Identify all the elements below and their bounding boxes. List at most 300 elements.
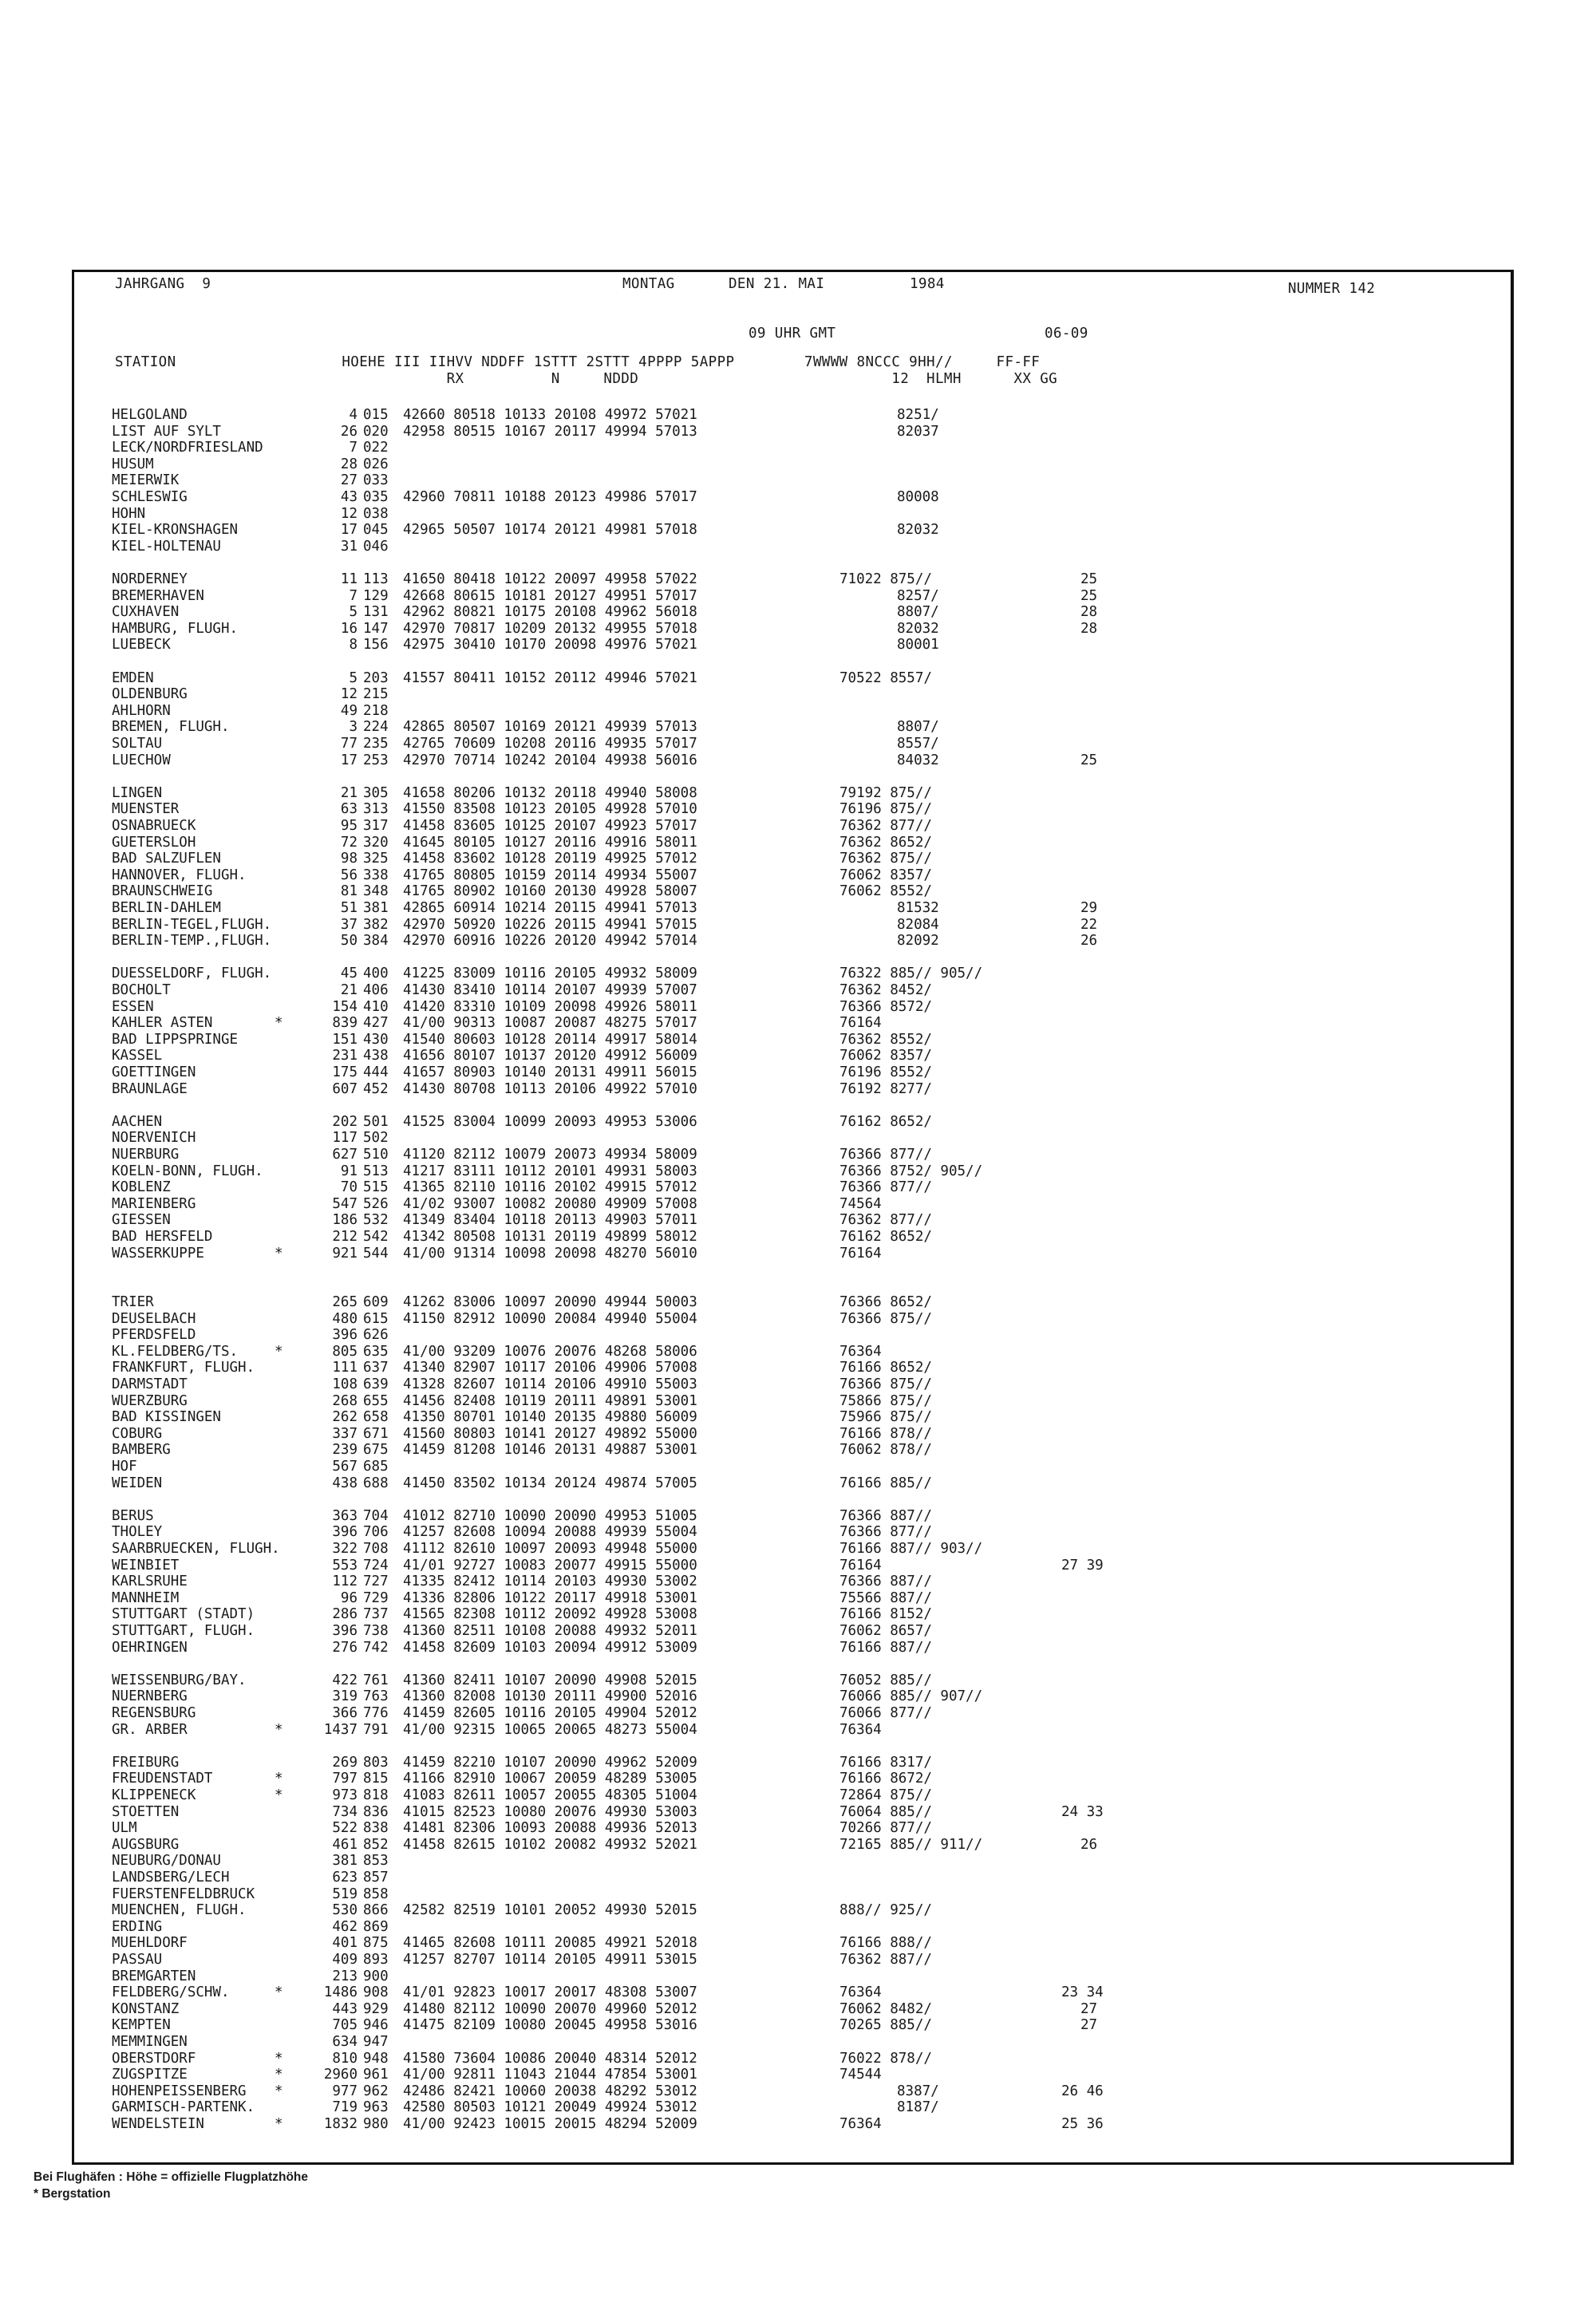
station-number: 729: [363, 1589, 389, 1606]
station-number: 609: [363, 1294, 389, 1310]
synop-groups: 42970 70817 10209 20132 49955 57018: [403, 620, 697, 637]
station-number: 738: [363, 1623, 389, 1639]
synop-groups: 41349 83404 10118 20113 49903 57011: [403, 1212, 697, 1229]
station-number: 980: [363, 2116, 389, 2132]
synop-groups: 41015 82523 10080 20076 49930 53003: [403, 1803, 697, 1820]
synop-groups: 41/00 92315 10065 20065 48273 55004: [403, 1721, 697, 1738]
station-number: 035: [363, 489, 389, 505]
station-number: 305: [363, 784, 389, 801]
station-number: 929: [363, 2000, 389, 2017]
station-name: OBERSTDORF: [112, 2050, 196, 2067]
synop-groups: 42975 30410 10170 20098 49976 57021: [403, 637, 697, 653]
station-number: 838: [363, 1820, 389, 1837]
station-number: 406: [363, 982, 389, 998]
weather-groups: 76162 8652/: [839, 1229, 932, 1245]
station-name: GR. ARBER: [112, 1721, 188, 1738]
synop-groups: 42960 70811 10188 20123 49986 57017: [403, 489, 697, 505]
synop-groups: 41217 83111 10112 20101 49931 58003: [403, 1163, 697, 1179]
station-height: 547: [332, 1195, 358, 1212]
weather-groups: 76062 8657/: [839, 1623, 932, 1639]
station-name: KIEL-KRONSHAGEN: [112, 522, 239, 539]
station-number: 803: [363, 1754, 389, 1771]
station-height: 627: [332, 1147, 358, 1163]
station-name: HAMBURG, FLUGH.: [112, 620, 239, 637]
station-name: BAMBERG: [112, 1442, 171, 1459]
synop-groups: 41328 82607 10114 20106 49910 55003: [403, 1376, 697, 1392]
station-name: WASSERKUPPE: [112, 1245, 204, 1262]
observation-time: 09 UHR GMT: [749, 326, 836, 342]
weather-groups: 76364: [839, 1721, 882, 1738]
station-number: 655: [363, 1392, 389, 1409]
synop-groups: 41465 82608 10111 20085 49921 52018: [403, 1935, 697, 1952]
station-name: BAD LIPPSPRINGE: [112, 1031, 239, 1048]
station-height: 28: [340, 456, 358, 472]
weather-groups: 82032: [897, 522, 939, 539]
weather-groups: 76022 878//: [839, 2050, 932, 2067]
station-number: 948: [363, 2050, 389, 2067]
synop-groups: 41550 83508 10123 20105 49928 57010: [403, 801, 697, 818]
synop-groups: 41650 80418 10122 20097 49958 57022: [403, 571, 697, 587]
synop-groups: 41565 82308 10112 20092 49928 53008: [403, 1606, 697, 1623]
station-name: HOF: [112, 1459, 137, 1475]
station-height: 734: [332, 1803, 358, 1820]
station-height: 37: [340, 916, 358, 933]
mountain-marker: *: [275, 1343, 283, 1360]
station-number: 317: [363, 818, 389, 834]
station-name: HANNOVER, FLUGH.: [112, 867, 247, 883]
weather-groups: 8807/: [897, 719, 939, 736]
station-number: 033: [363, 472, 389, 489]
synop-groups: 41150 82912 10090 20084 49940 55004: [403, 1310, 697, 1327]
station-height: 396: [332, 1623, 358, 1639]
mountain-marker: *: [275, 2067, 283, 2083]
station-name: LANDSBERG/LECH: [112, 1870, 230, 1885]
issue-number: NUMMER 142: [1288, 281, 1376, 297]
station-number: 384: [363, 933, 389, 950]
weather-groups: 76166 8317/: [839, 1754, 932, 1771]
station-height: 21: [340, 982, 358, 998]
report-sheet: [72, 270, 1514, 2165]
station-number: 708: [363, 1541, 389, 1557]
station-number: 113: [363, 571, 389, 587]
station-height: 719: [332, 2099, 358, 2116]
weather-groups: 72165 885// 911//: [839, 1836, 983, 1853]
station-height: 1832: [323, 2116, 358, 2132]
station-number: 688: [363, 1475, 389, 1491]
synop-groups: 41765 80805 10159 20114 49934 55007: [403, 867, 697, 883]
station-number: 400: [363, 965, 389, 982]
station-height: 567: [332, 1459, 358, 1475]
station-height: 98: [340, 851, 358, 867]
station-height: 70: [340, 1179, 358, 1196]
station-name: FUERSTENFELDBRUCK: [112, 1885, 255, 1902]
weather-groups: 8187/: [897, 2099, 939, 2116]
mountain-marker: *: [275, 2050, 283, 2067]
weather-groups: 8387/: [897, 2083, 939, 2099]
column-headers-line2: RX N NDDD 12 HLMH XX GG: [115, 371, 1058, 387]
station-height: 186: [332, 1212, 358, 1229]
station-name: BAD HERSFELD: [112, 1229, 213, 1245]
weather-groups: 76062 8357/: [839, 1048, 932, 1064]
station-height: 977: [332, 2083, 358, 2099]
station-height: 366: [332, 1705, 358, 1721]
station-name: KASSEL: [112, 1048, 163, 1064]
station-height: 268: [332, 1392, 358, 1409]
station-name: KLIPPENECK: [112, 1787, 196, 1803]
station-name: BRAUNLAGE: [112, 1080, 188, 1097]
synop-groups: 41657 80903 10140 20131 49911 56015: [403, 1064, 697, 1080]
station-height: 81: [340, 883, 358, 900]
synop-groups: 41/00 91314 10098 20098 48270 56010: [403, 1245, 697, 1262]
station-number: 338: [363, 867, 389, 883]
station-height: 396: [332, 1524, 358, 1541]
station-height: 422: [332, 1672, 358, 1688]
station-name: GUETERSLOH: [112, 834, 196, 851]
station-number: 893: [363, 1952, 389, 1968]
wind-gusts: 27 39: [1061, 1557, 1104, 1573]
mountain-marker: *: [275, 1721, 283, 1738]
synop-groups: 41458 82615 10102 20082 49932 52021: [403, 1836, 697, 1853]
station-height: 2960: [323, 2067, 358, 2083]
station-number: 430: [363, 1031, 389, 1048]
station-name: LUECHOW: [112, 752, 171, 768]
wind-gusts: 24 33: [1061, 1803, 1104, 1820]
station-number: 131: [363, 604, 389, 621]
synop-groups: 42965 50507 10174 20121 49981 57018: [403, 522, 697, 539]
synop-groups: 42970 50920 10226 20115 49941 57015: [403, 916, 697, 933]
station-height: 480: [332, 1310, 358, 1327]
station-height: 111: [332, 1360, 358, 1376]
station-height: 276: [332, 1639, 358, 1656]
station-name: PFERDSFELD: [112, 1327, 196, 1344]
station-name: NEUBURG/DONAU: [112, 1853, 221, 1870]
station-name: CUXHAVEN: [112, 604, 180, 621]
station-name: NOERVENICH: [112, 1130, 196, 1147]
weather-groups: 71022 875//: [839, 571, 932, 587]
station-name: MANNHEIM: [112, 1589, 180, 1606]
station-name: DEUSELBACH: [112, 1310, 196, 1327]
station-height: 337: [332, 1425, 358, 1442]
station-number: 427: [363, 1015, 389, 1032]
station-height: 202: [332, 1113, 358, 1130]
synop-groups: 42865 60914 10214 20115 49941 57013: [403, 900, 697, 916]
weather-groups: 76164: [839, 1015, 882, 1032]
station-name: WEIDEN: [112, 1475, 163, 1491]
station-name: NUERBURG: [112, 1147, 180, 1163]
station-number: 513: [363, 1163, 389, 1179]
station-name: OEHRINGEN: [112, 1639, 188, 1656]
synop-groups: 42580 80503 10121 20049 49924 53012: [403, 2099, 697, 2116]
synop-groups: 41342 80508 10131 20119 49899 58012: [403, 1229, 697, 1245]
station-number: 026: [363, 456, 389, 472]
synop-groups: 41225 83009 10116 20105 49932 58009: [403, 965, 697, 982]
station-name: HOHN: [112, 505, 146, 522]
mountain-marker: *: [275, 1245, 283, 1262]
weather-groups: 76362 8452/: [839, 982, 932, 998]
station-height: 49: [340, 702, 358, 719]
station-height: 462: [332, 1918, 358, 1935]
station-name: MEIERWIK: [112, 472, 180, 489]
station-number: 637: [363, 1360, 389, 1376]
station-height: 634: [332, 2034, 358, 2050]
synop-groups: 42660 80518 10133 20108 49972 57021: [403, 407, 697, 423]
station-number: 727: [363, 1573, 389, 1590]
station-name: BREMEN, FLUGH.: [112, 719, 230, 736]
station-number: 147: [363, 620, 389, 637]
weather-groups: 76066 877//: [839, 1705, 932, 1721]
column-headers-line1: STATION HOEHE III IIHVV NDDFF 1STTT 2STTT 4PPPP 5APPP 7WWWW 8NCCC 9HH// FF-FF: [115, 354, 1041, 370]
station-number: 866: [363, 1902, 389, 1919]
station-name: NORDERNEY: [112, 571, 188, 587]
station-height: 56: [340, 867, 358, 883]
station-name: BAD KISSINGEN: [112, 1409, 221, 1426]
station-height: 231: [332, 1048, 358, 1064]
wind-gusts: 23 34: [1061, 1984, 1104, 2001]
mountain-marker: *: [275, 1984, 283, 2001]
synop-groups: 41481 82306 10093 20088 49936 52013: [403, 1820, 697, 1837]
station-name: KEMPTEN: [112, 2017, 171, 2034]
station-name: BAD SALZUFLEN: [112, 851, 221, 867]
station-number: 410: [363, 998, 389, 1015]
station-number: 218: [363, 702, 389, 719]
station-number: 635: [363, 1343, 389, 1360]
station-number: 020: [363, 423, 389, 440]
station-number: 438: [363, 1048, 389, 1064]
station-name: NUERNBERG: [112, 1688, 188, 1705]
station-height: 96: [340, 1589, 358, 1606]
station-height: 839: [332, 1015, 358, 1032]
weather-groups: 76366 8652/: [839, 1294, 932, 1310]
station-height: 95: [340, 818, 358, 834]
station-height: 522: [332, 1820, 358, 1837]
station-name: TRIER: [112, 1294, 154, 1310]
station-height: 4: [349, 407, 358, 423]
station-number: 325: [363, 851, 389, 867]
weather-groups: 76362 877//: [839, 818, 932, 834]
weather-groups: 76362 8652/: [839, 834, 932, 851]
station-name: SCHLESWIG: [112, 489, 188, 505]
synop-groups: 41/02 93007 10082 20080 49909 57008: [403, 1195, 697, 1212]
weather-groups: 76052 885//: [839, 1672, 932, 1688]
station-number: 875: [363, 1935, 389, 1952]
weather-groups: 8251/: [897, 407, 939, 423]
wind-gusts: 22: [1080, 916, 1098, 933]
station-name: PASSAU: [112, 1952, 163, 1968]
synop-groups: 41658 80206 10132 20118 49940 58008: [403, 784, 697, 801]
station-height: 1437: [323, 1721, 358, 1738]
station-number: 129: [363, 587, 389, 604]
station-number: 818: [363, 1787, 389, 1803]
station-height: 322: [332, 1541, 358, 1557]
synop-groups: 41/00 90313 10087 20087 48275 57017: [403, 1015, 697, 1032]
weather-groups: 76196 875//: [839, 801, 932, 818]
station-height: 438: [332, 1475, 358, 1491]
station-name: HELGOLAND: [112, 407, 188, 423]
station-name: HOHENPEISSENBERG: [112, 2083, 247, 2099]
station-height: 269: [332, 1754, 358, 1771]
station-name: GARMISCH-PARTENK.: [112, 2099, 255, 2116]
station-name: WEINBIET: [112, 1557, 180, 1573]
wind-gusts: 26 46: [1061, 2083, 1104, 2099]
synop-groups: 41580 73604 10086 20040 48314 52012: [403, 2050, 697, 2067]
weather-groups: 76062 8357/: [839, 867, 932, 883]
station-name: LINGEN: [112, 784, 163, 801]
station-number: 253: [363, 752, 389, 768]
station-name: MUEHLDORF: [112, 1935, 188, 1952]
station-number: 946: [363, 2017, 389, 2034]
station-number: 961: [363, 2067, 389, 2083]
station-height: 11: [340, 571, 358, 587]
station-height: 973: [332, 1787, 358, 1803]
station-number: 853: [363, 1853, 389, 1870]
station-name: WENDELSTEIN: [112, 2116, 204, 2132]
station-number: 038: [363, 505, 389, 522]
station-name: LECK/NORDFRIESLAND: [112, 440, 263, 456]
station-number: 815: [363, 1771, 389, 1787]
weather-groups: 76166 8672/: [839, 1771, 932, 1787]
wind-gusts: 25 36: [1061, 2116, 1104, 2132]
station-number: 313: [363, 801, 389, 818]
station-height: 797: [332, 1771, 358, 1787]
station-height: 519: [332, 1885, 358, 1902]
station-name: WEISSENBURG/BAY.: [112, 1672, 247, 1688]
weather-groups: 76364: [839, 1343, 882, 1360]
weather-groups: 76366 8572/: [839, 998, 932, 1015]
station-number: 962: [363, 2083, 389, 2099]
synop-groups: 41340 82907 10117 20106 49906 57008: [403, 1360, 697, 1376]
synop-groups: 42486 82421 10060 20038 48292 53012: [403, 2083, 697, 2099]
station-height: 16: [340, 620, 358, 637]
station-name: KONSTANZ: [112, 2000, 180, 2017]
station-number: 791: [363, 1721, 389, 1738]
station-height: 623: [332, 1870, 358, 1885]
synop-groups: 41112 82610 10097 20093 49948 55000: [403, 1541, 697, 1557]
weather-groups: 74544: [839, 2067, 882, 2083]
station-height: 151: [332, 1031, 358, 1048]
station-height: 212: [332, 1229, 358, 1245]
station-number: 015: [363, 407, 389, 423]
station-number: 900: [363, 1968, 389, 1984]
station-name: KIEL-HOLTENAU: [112, 538, 221, 555]
station-number: 858: [363, 1885, 389, 1902]
wind-gusts: 25: [1080, 752, 1098, 768]
station-height: 26: [340, 423, 358, 440]
synop-groups: 41765 80902 10160 20130 49928 58007: [403, 883, 697, 900]
station-number: 045: [363, 522, 389, 539]
weather-groups: 76364: [839, 1984, 882, 2001]
station-name: SOLTAU: [112, 736, 163, 752]
station-height: 63: [340, 801, 358, 818]
weather-groups: 888// 925//: [839, 1902, 932, 1919]
station-name: OLDENBURG: [112, 686, 188, 703]
station-name: COBURG: [112, 1425, 163, 1442]
weather-groups: 82037: [897, 423, 939, 440]
station-name: ZUGSPITZE: [112, 2067, 188, 2083]
station-name: BERLIN-TEGEL,FLUGH.: [112, 916, 272, 933]
synop-groups: 41262 83006 10097 20090 49944 50003: [403, 1294, 697, 1310]
synop-groups: 41166 82910 10067 20059 48289 53005: [403, 1771, 697, 1787]
station-number: 532: [363, 1212, 389, 1229]
station-name: BREMGARTEN: [112, 1968, 196, 1984]
station-name: FELDBERG/SCHW.: [112, 1984, 230, 2001]
weather-groups: 76166 8652/: [839, 1360, 932, 1376]
synop-groups: 41336 82806 10122 20117 49918 53001: [403, 1589, 697, 1606]
station-name: AUGSBURG: [112, 1836, 180, 1853]
station-height: 7: [349, 587, 358, 604]
wind-gusts: 28: [1080, 604, 1098, 621]
weather-groups: 80001: [897, 637, 939, 653]
station-name: AHLHORN: [112, 702, 171, 719]
station-height: 1486: [323, 1984, 358, 2001]
synop-groups: 42970 70714 10242 20104 49938 56016: [403, 752, 697, 768]
wind-gusts: 25: [1080, 571, 1098, 587]
station-height: 607: [332, 1080, 358, 1097]
station-name: BOCHOLT: [112, 982, 171, 998]
station-number: 737: [363, 1606, 389, 1623]
station-name: GIESSEN: [112, 1212, 171, 1229]
station-number: 857: [363, 1870, 389, 1885]
synop-groups: 42582 82519 10101 20052 49930 52015: [403, 1902, 697, 1919]
weather-groups: 76366 877//: [839, 1524, 932, 1541]
weather-groups: 70266 877//: [839, 1820, 932, 1837]
station-number: 444: [363, 1064, 389, 1080]
station-name: ERDING: [112, 1918, 163, 1935]
station-number: 502: [363, 1130, 389, 1147]
station-number: 626: [363, 1327, 389, 1344]
station-number: 235: [363, 736, 389, 752]
station-name: KARLSRUHE: [112, 1573, 188, 1590]
synop-groups: 41656 80107 10137 20120 49912 56009: [403, 1048, 697, 1064]
station-name: MUENSTER: [112, 801, 180, 818]
station-height: 7: [349, 440, 358, 456]
synop-groups: 41557 80411 10152 20112 49946 57021: [403, 669, 697, 686]
weather-groups: 82032: [897, 620, 939, 637]
station-number: 510: [363, 1147, 389, 1163]
station-name: BERUS: [112, 1507, 154, 1524]
station-name: OSNABRUECK: [112, 818, 196, 834]
station-height: 72: [340, 834, 358, 851]
synop-groups: 41420 83310 10109 20098 49926 58011: [403, 998, 697, 1015]
station-number: 836: [363, 1803, 389, 1820]
weather-groups: 76366 875//: [839, 1376, 932, 1392]
synop-groups: 41/00 93209 10076 20076 48268 58006: [403, 1343, 697, 1360]
synop-groups: 41430 80708 10113 20106 49922 57010: [403, 1080, 697, 1097]
wind-gusts: 25: [1080, 587, 1098, 604]
station-number: 639: [363, 1376, 389, 1392]
station-number: 704: [363, 1507, 389, 1524]
wind-gusts: 26: [1080, 933, 1098, 950]
station-name: KOBLENZ: [112, 1179, 171, 1196]
station-height: 175: [332, 1064, 358, 1080]
weather-groups: 75566 887//: [839, 1589, 932, 1606]
weather-groups: 75966 875//: [839, 1409, 932, 1426]
weather-groups: 70265 885//: [839, 2017, 932, 2034]
station-height: 443: [332, 2000, 358, 2017]
station-height: 461: [332, 1836, 358, 1853]
station-number: 022: [363, 440, 389, 456]
weather-groups: 8257/: [897, 587, 939, 604]
weather-groups: 76166 887//: [839, 1639, 932, 1656]
weather-groups: 76322 885// 905//: [839, 965, 983, 982]
station-number: 685: [363, 1459, 389, 1475]
station-number: 947: [363, 2034, 389, 2050]
weather-groups: 76162 8652/: [839, 1113, 932, 1130]
station-height: 154: [332, 998, 358, 1015]
weather-groups: 81532: [897, 900, 939, 916]
station-height: 45: [340, 965, 358, 982]
footnotes: [34, 2169, 308, 2202]
station-name: MUENCHEN, FLUGH.: [112, 1902, 247, 1919]
